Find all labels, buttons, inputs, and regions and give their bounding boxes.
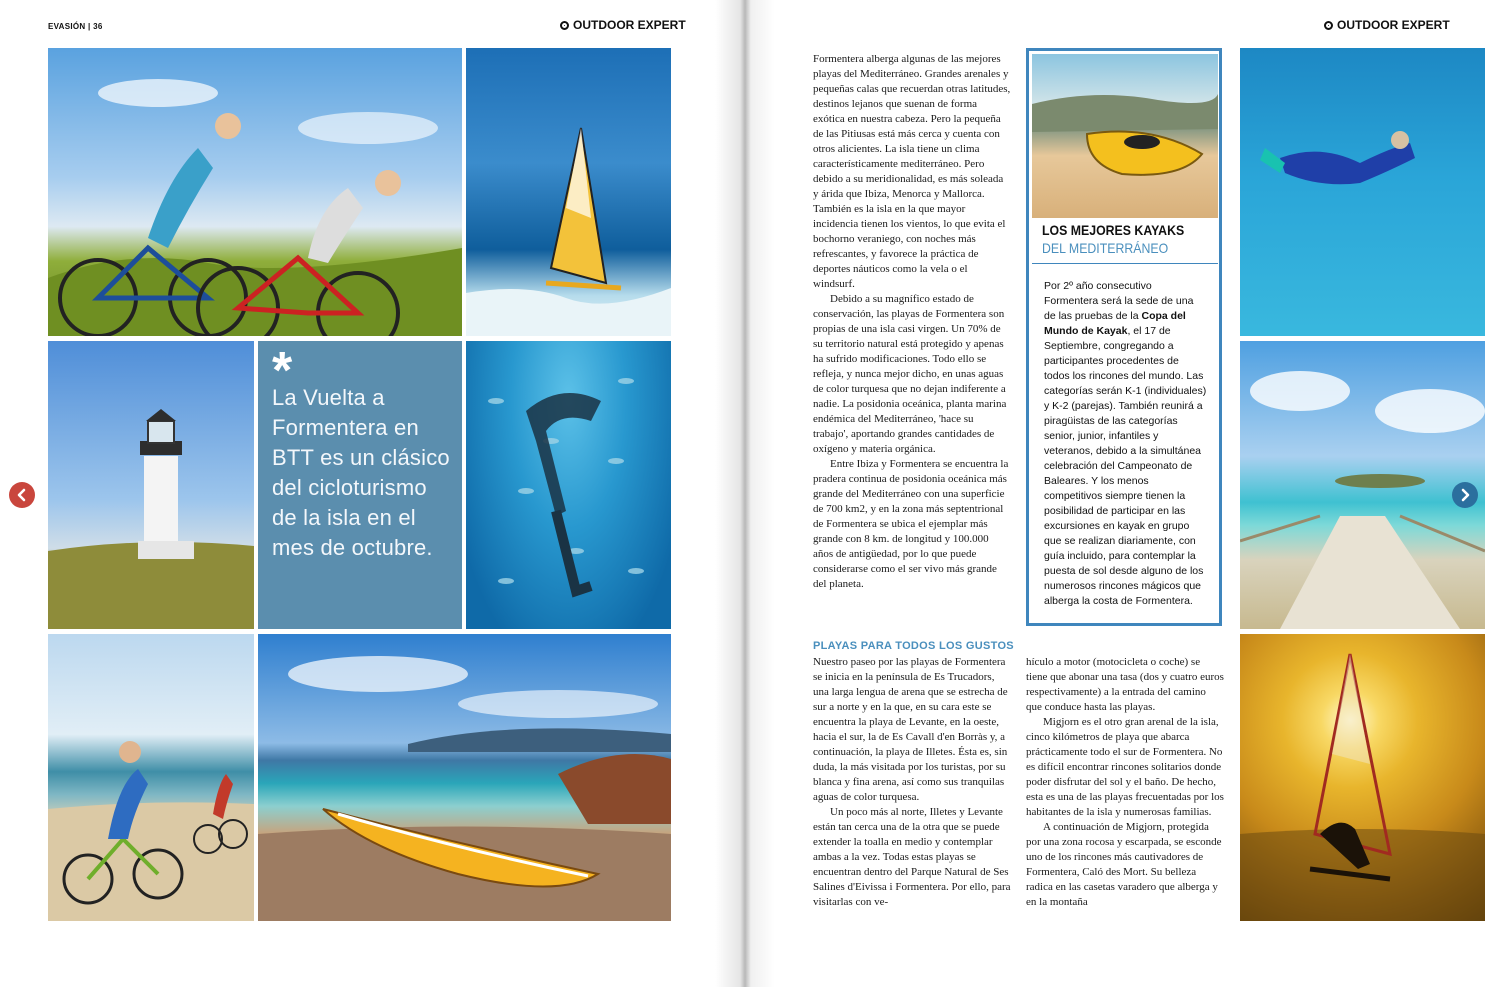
photo-windsurfer (466, 48, 671, 336)
previous-page-button[interactable] (9, 482, 35, 508)
page-folio: EVASIÓN | 36 (48, 22, 103, 31)
article-column-1-lower (813, 655, 1011, 910)
asterisk-icon: * (272, 342, 293, 400)
outdoor-expert-logo-icon (1324, 21, 1333, 30)
photo-snorkeler-fish (466, 341, 671, 629)
chevron-left-icon (15, 488, 29, 502)
sidebar-title: LOS MEJORES KAYAKS (1042, 222, 1185, 238)
photo-underwater-snorkeler (1240, 48, 1485, 336)
article-paragraph: Migjorn es el otro gran arenal de la isla, cinco kilómetros de playa que abarca prácticamente todo el sur de Formentera. No es difícil encontrar rincones solitarios donde poder disfrutar del sol y el baño. De hecho, esta es una de las playas frecuentadas por los habitantes de la isla y numerosas familias. (1026, 716, 1224, 818)
left-page (0, 0, 742, 987)
photo-beach-boardwalk (1240, 341, 1485, 629)
article-paragraph: A continuación de Migjorn, protegida por una zona rocosa y escarpada, se esconde uno de los rincones más cautivadores de Formentera, Caló des Mort. Su belleza radica en las casetas varadero que alberga y en la montaña (1026, 821, 1222, 908)
pull-quote-text: La Vuelta a Formentera en BTT es un clásico del cicloturismo de la isla en el mes de octubre. (272, 385, 450, 560)
section-subhead: PLAYAS PARA TODOS LOS GUSTOS (813, 640, 1014, 652)
photo-yellow-kayak (1032, 54, 1218, 218)
article-paragraph: hículo a motor (motocicleta o coche) se tiene que abonar una tasa (dos y cuatro euros respectivamente) a la entrada del camino que conduce hasta las playas. (1026, 656, 1224, 713)
brand-name: OUTDOOR EXPERT (573, 18, 686, 32)
sidebar-subtitle: DEL MEDITERRÁNEO (1042, 240, 1169, 256)
brand-name: OUTDOOR EXPERT (1337, 18, 1450, 32)
sidebar-text: Por 2º año consecutivo Formentera será la sede de una de las pruebas de la (1044, 280, 1194, 322)
photo-kayak-beach (258, 634, 671, 921)
article-paragraph: Debido a su magnífico estado de conservación, las playas de Formentera son propias de una isla casi virgen. Un 70% de su territorio natural está protegido y apenas ha sufrido modificaciones. Todo ello se refleja, y nunca mejor dicho, en unas aguas de color turquesa que no dejan indiferente a nadie. La posidonia oceánica, planta marina endémica del Mediterráneo, 'hace su trabajo', aportando grandes cantidades de oxígeno y materia orgánica. (813, 293, 1007, 455)
photo-mountain-bikers (48, 48, 462, 336)
brand-header-left (560, 18, 686, 32)
next-page-button[interactable] (1452, 482, 1478, 508)
article-paragraph: Entre Ibiza y Formentera se encuentra la pradera continua de posidonia oceánica más grande del Mediterráneo con una superficie de 700 km2, y en la zona más septentrional de Formentera se ubica el ejemplar más grande con 8 km. de longitud y 100.000 años de antigüedad, por lo que puede considerarse como el ser vivo más grande del planeta. (813, 458, 1009, 590)
article-column-2-lower (1026, 655, 1224, 910)
sidebar-divider (1032, 263, 1218, 264)
photo-lighthouse (48, 341, 254, 629)
photo-bikers-coast (48, 634, 254, 921)
outdoor-expert-logo-icon (560, 21, 569, 30)
article-column-1 (813, 52, 1011, 592)
pull-quote-box (258, 341, 462, 629)
photo-windsurf-sunset (1240, 634, 1485, 921)
sidebar-text-bold: Copa del Mundo de Kayak (1044, 310, 1186, 337)
article-paragraph: Formentera alberga algunas de las mejores playas del Mediterráneo. Grandes arenales y pequeñas calas que recuerdan otras latitudes, destinos lejanos que suenan de forma exótica en nuestra cabeza. Pero la pequeña de las Pitiusas está más cerca y cuenta con otros alicientes. La isla tiene un clima característicamente mediterráneo. Pero debido a su meridionalidad, es más soleada y árida que Ibiza, Menorca y Mallorca. También es la isla en la que mayor incidencia tienen los vientos, lo que evita el bochorno veraniego, con noches más refrescantes, y favorece la práctica de deportes náuticos como la vela o el windsurf. (813, 53, 1011, 290)
sidebar-body (1044, 279, 1207, 609)
sidebar-text: , el 17 de Septiembre, congregando a participantes procedentes de todos los rincones del mundo. Las categorías serán K-1 (individuales) y K-2 (parejas). También reunirá a piragüistas de las categorías senior, junior, infantiles y veteranos, debido a la simultánea celebración del Campeonato de Baleares. Y los menos competitivos siempre tienen la posibilidad de participar en las excursiones en kayak en grupo que se realizan diariamente, con guía incluido, para contemplar la puesta de sol desde alguno de los numerosos rincones mágicos que alberga la costa de Formentera. (1044, 325, 1207, 607)
chevron-right-icon (1458, 488, 1472, 502)
article-paragraph: Un poco más al norte, Illetes y Levante están tan cerca una de la otra que se puede extender la toalla en medio y contemplar ambas a la vez. Todas estas playas se encuentran dentro del Parque Natural de Ses Salines d'Eivissa i Formentera. Por ello, para visitarlas con ve- (813, 806, 1011, 908)
brand-header-right (1324, 18, 1450, 32)
article-paragraph: Nuestro paseo por las playas de Formentera se inicia en la península de Es Trucadors, una larga lengua de arena que se estrecha de sur a norte y en la que, en su cara este se encuentra la playa de Levante, en la oeste, hacia el sur, la de Es Cavall d'en Borràs y, a continuación, la playa de Illetes. Ésta es, sin duda, la más visitada por los turistas, por su blanca y fina arena, así como sus tranquilas aguas de color turquesa. (813, 656, 1008, 803)
